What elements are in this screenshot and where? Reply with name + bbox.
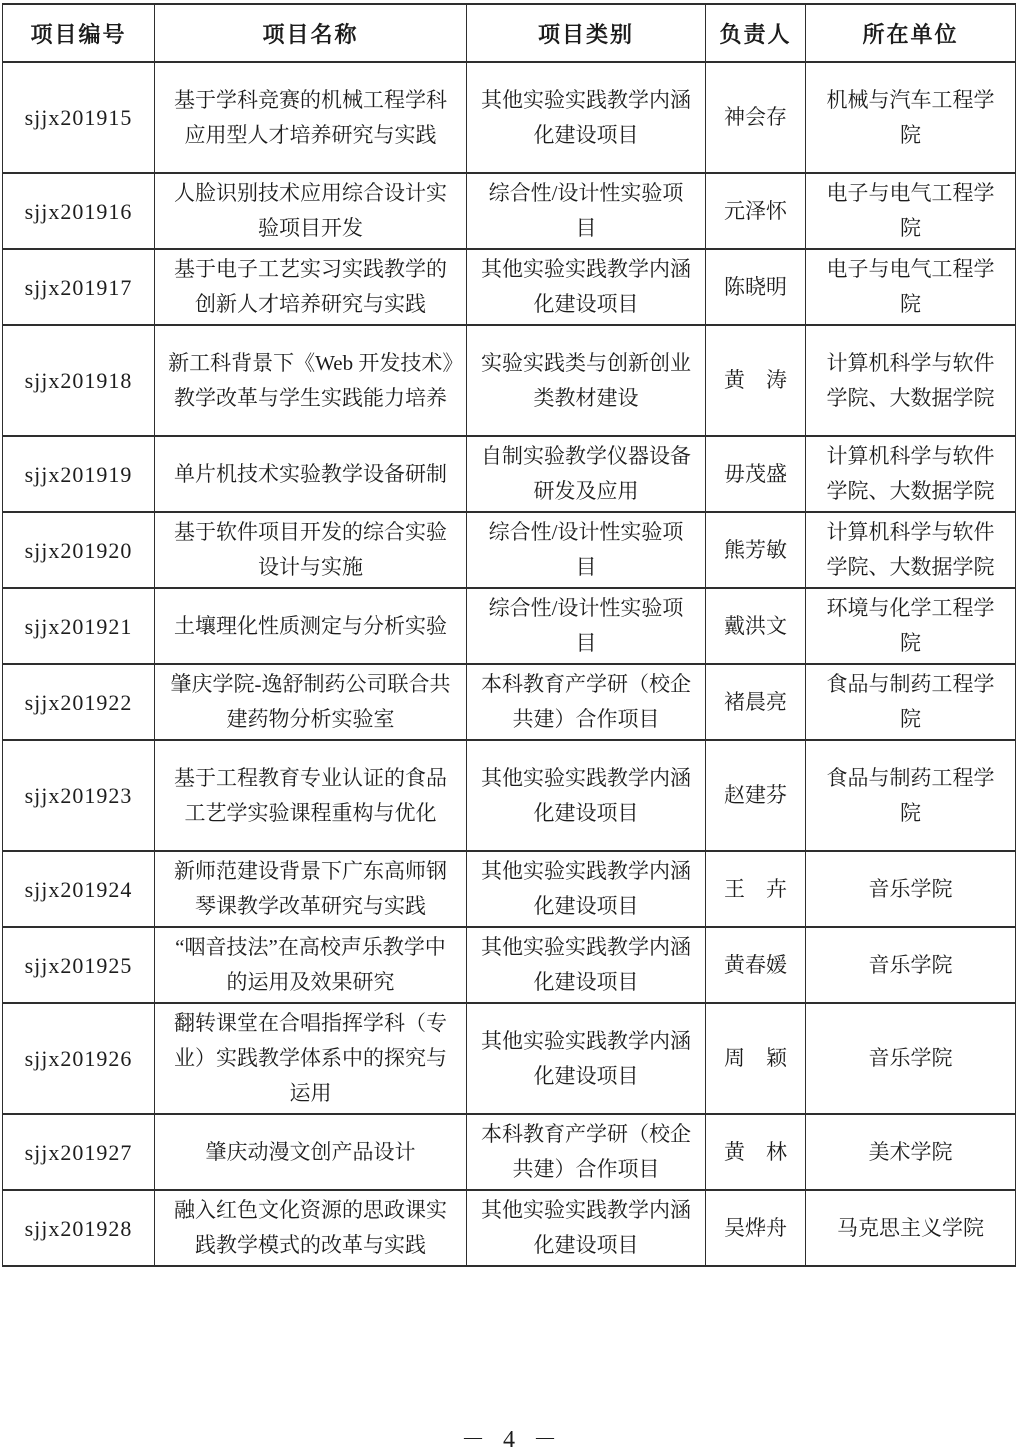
cell-leader: 陈晓明 bbox=[706, 249, 806, 325]
projects-table bbox=[2, 3, 1016, 1267]
cell-project-name: 基于电子工艺实习实践教学的创新人才培养研究与实践 bbox=[155, 249, 467, 325]
cell-unit: 马克思主义学院 bbox=[806, 1190, 1016, 1266]
table-row bbox=[3, 851, 1016, 927]
table-row bbox=[3, 740, 1016, 851]
cell-project-name: 翻转课堂在合唱指挥学科（专业）实践教学体系中的探究与运用 bbox=[155, 1003, 467, 1114]
cell-project-category: 其他实验实践教学内涵化建设项目 bbox=[467, 851, 706, 927]
cell-project-id: sjjx201927 bbox=[3, 1114, 155, 1190]
cell-project-name: 新师范建设背景下广东高师钢琴课教学改革研究与实践 bbox=[155, 851, 467, 927]
table-row bbox=[3, 173, 1016, 249]
table-row bbox=[3, 588, 1016, 664]
cell-unit: 美术学院 bbox=[806, 1114, 1016, 1190]
cell-project-id: sjjx201921 bbox=[3, 588, 155, 664]
cell-project-category: 本科教育产学研（校企共建）合作项目 bbox=[467, 1114, 706, 1190]
cell-project-id: sjjx201920 bbox=[3, 512, 155, 588]
cell-leader: 毋茂盛 bbox=[706, 436, 806, 512]
cell-project-name: 肇庆动漫文创产品设计 bbox=[155, 1114, 467, 1190]
col-header-unit: 所在单位 bbox=[806, 4, 1016, 62]
table-row bbox=[3, 1003, 1016, 1114]
cell-leader: 王 卉 bbox=[706, 851, 806, 927]
cell-leader: 赵建芬 bbox=[706, 740, 806, 851]
cell-project-id: sjjx201928 bbox=[3, 1190, 155, 1266]
cell-project-name: 融入红色文化资源的思政课实践教学模式的改革与实践 bbox=[155, 1190, 467, 1266]
cell-project-name: 肇庆学院-逸舒制药公司联合共建药物分析实验室 bbox=[155, 664, 467, 740]
cell-unit: 食品与制药工程学院 bbox=[806, 664, 1016, 740]
cell-project-category: 其他实验实践教学内涵化建设项目 bbox=[467, 249, 706, 325]
cell-unit: 计算机科学与软件学院、大数据学院 bbox=[806, 512, 1016, 588]
cell-leader: 黄 林 bbox=[706, 1114, 806, 1190]
cell-unit: 计算机科学与软件学院、大数据学院 bbox=[806, 436, 1016, 512]
table-row bbox=[3, 1190, 1016, 1266]
cell-leader: 黄春媛 bbox=[706, 927, 806, 1003]
table-row bbox=[3, 325, 1016, 436]
cell-project-name: 基于工程教育专业认证的食品工艺学实验课程重构与优化 bbox=[155, 740, 467, 851]
col-header-leader: 负责人 bbox=[706, 4, 806, 62]
cell-leader: 周 颖 bbox=[706, 1003, 806, 1114]
cell-project-id: sjjx201925 bbox=[3, 927, 155, 1003]
table-row bbox=[3, 927, 1016, 1003]
cell-unit: 机械与汽车工程学院 bbox=[806, 62, 1016, 173]
cell-project-id: sjjx201918 bbox=[3, 325, 155, 436]
cell-project-category: 其他实验实践教学内涵化建设项目 bbox=[467, 1190, 706, 1266]
table-row bbox=[3, 512, 1016, 588]
cell-unit: 音乐学院 bbox=[806, 851, 1016, 927]
cell-project-name: 基于软件项目开发的综合实验设计与实施 bbox=[155, 512, 467, 588]
cell-project-id: sjjx201926 bbox=[3, 1003, 155, 1114]
cell-project-category: 综合性/设计性实验项目 bbox=[467, 588, 706, 664]
cell-leader: 黄 涛 bbox=[706, 325, 806, 436]
col-header-project-category: 项目类别 bbox=[467, 4, 706, 62]
cell-project-name: 人脸识别技术应用综合设计实验项目开发 bbox=[155, 173, 467, 249]
cell-leader: 神会存 bbox=[706, 62, 806, 173]
cell-project-id: sjjx201915 bbox=[3, 62, 155, 173]
cell-unit: 环境与化学工程学院 bbox=[806, 588, 1016, 664]
cell-project-name: “咽音技法”在高校声乐教学中的运用及效果研究 bbox=[155, 927, 467, 1003]
cell-project-name: 土壤理化性质测定与分析实验 bbox=[155, 588, 467, 664]
cell-leader: 褚晨亮 bbox=[706, 664, 806, 740]
cell-leader: 熊芳敏 bbox=[706, 512, 806, 588]
cell-leader: 戴洪文 bbox=[706, 588, 806, 664]
col-header-project-id: 项目编号 bbox=[3, 4, 155, 62]
cell-project-name: 单片机技术实验教学设备研制 bbox=[155, 436, 467, 512]
table-header-row bbox=[3, 4, 1016, 62]
cell-project-category: 实验实践类与创新创业类教材建设 bbox=[467, 325, 706, 436]
cell-project-id: sjjx201917 bbox=[3, 249, 155, 325]
cell-unit: 食品与制药工程学院 bbox=[806, 740, 1016, 851]
cell-unit: 音乐学院 bbox=[806, 1003, 1016, 1114]
cell-project-id: sjjx201922 bbox=[3, 664, 155, 740]
cell-project-category: 其他实验实践教学内涵化建设项目 bbox=[467, 62, 706, 173]
cell-project-category: 本科教育产学研（校企共建）合作项目 bbox=[467, 664, 706, 740]
cell-leader: 元泽怀 bbox=[706, 173, 806, 249]
cell-project-category: 自制实验教学仪器设备研发及应用 bbox=[467, 436, 706, 512]
table-row bbox=[3, 249, 1016, 325]
cell-leader: 吴烨舟 bbox=[706, 1190, 806, 1266]
page-number: － 4 － bbox=[461, 1427, 563, 1447]
cell-project-category: 其他实验实践教学内涵化建设项目 bbox=[467, 1003, 706, 1114]
cell-project-name: 新工科背景下《Web 开发技术》教学改革与学生实践能力培养 bbox=[155, 325, 467, 436]
cell-project-category: 综合性/设计性实验项目 bbox=[467, 173, 706, 249]
cell-project-category: 综合性/设计性实验项目 bbox=[467, 512, 706, 588]
cell-project-category: 其他实验实践教学内涵化建设项目 bbox=[467, 927, 706, 1003]
cell-project-id: sjjx201923 bbox=[3, 740, 155, 851]
cell-unit: 音乐学院 bbox=[806, 927, 1016, 1003]
cell-project-id: sjjx201924 bbox=[3, 851, 155, 927]
cell-project-id: sjjx201919 bbox=[3, 436, 155, 512]
cell-unit: 电子与电气工程学院 bbox=[806, 249, 1016, 325]
table-row bbox=[3, 664, 1016, 740]
cell-project-name: 基于学科竞赛的机械工程学科应用型人才培养研究与实践 bbox=[155, 62, 467, 173]
cell-unit: 计算机科学与软件学院、大数据学院 bbox=[806, 325, 1016, 436]
cell-unit: 电子与电气工程学院 bbox=[806, 173, 1016, 249]
table-row bbox=[3, 436, 1016, 512]
cell-project-id: sjjx201916 bbox=[3, 173, 155, 249]
cell-project-category: 其他实验实践教学内涵化建设项目 bbox=[467, 740, 706, 851]
col-header-project-name: 项目名称 bbox=[155, 4, 467, 62]
table-row bbox=[3, 62, 1016, 173]
table-row bbox=[3, 1114, 1016, 1190]
